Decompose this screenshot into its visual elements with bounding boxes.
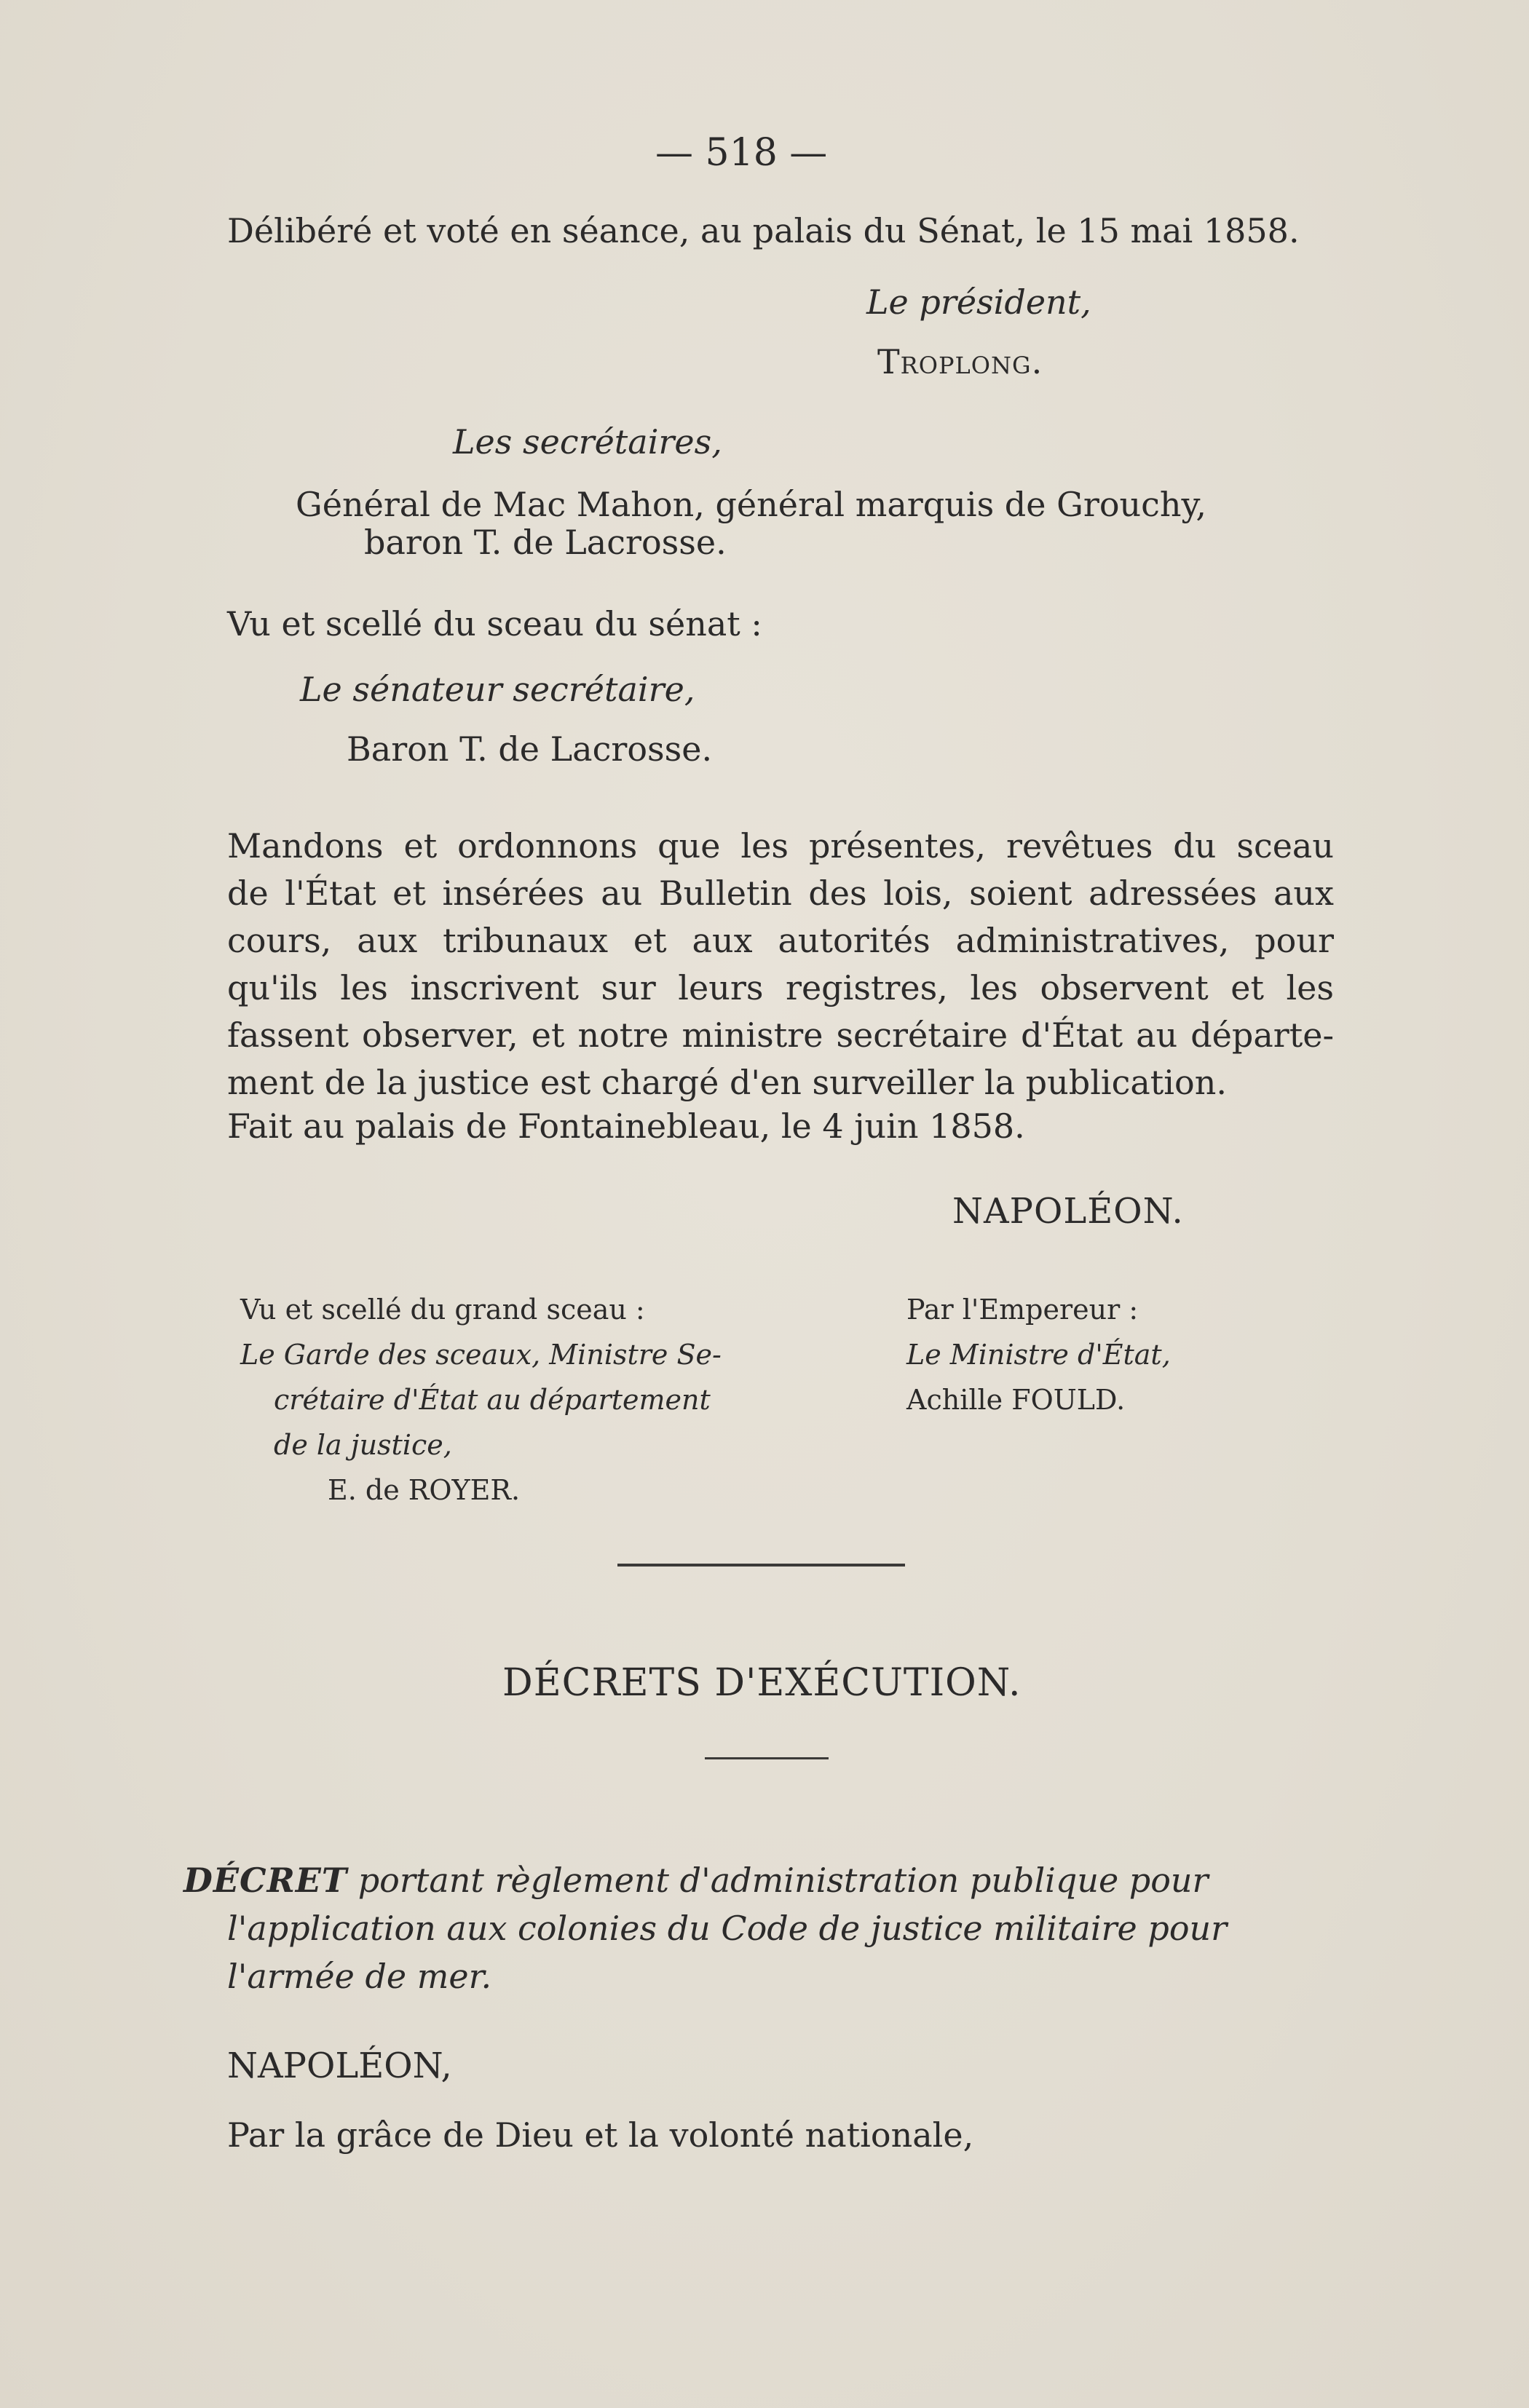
left-col-line: Vu et scellé du grand sceau : <box>240 1294 645 1326</box>
left-col-line: crétaire d'État au département <box>274 1384 711 1416</box>
left-col-signature: E. de ROYER. <box>328 1474 521 1506</box>
napoleon-heading: NAPOLÉON, <box>227 2045 452 2086</box>
secretaires-title: Les secrétaires, <box>453 422 722 462</box>
decret-label: DÉCRET <box>183 1861 348 1900</box>
left-col-line: Le Garde des sceaux, Ministre Se- <box>240 1339 722 1371</box>
right-col-line: Par l'Empereur : <box>906 1294 1139 1326</box>
paragraph-line: Mandons et ordonnons que les présentes, revêtues du sceau <box>227 826 1334 866</box>
right-col-line: Le Ministre d'État, <box>906 1339 1171 1371</box>
sceau-line: Vu et scellé du sceau du sénat : <box>227 604 762 643</box>
paragraph-line: ment de la justice est chargé d'en surveiller la publication. <box>227 1063 1227 1102</box>
senateur-title: Le sénateur secrétaire, <box>300 670 695 709</box>
napoleon-signature: NAPOLÉON. <box>952 1191 1184 1232</box>
president-name: Troplong. <box>877 342 1043 381</box>
page-number: — 518 — <box>655 131 828 175</box>
decret-line-3: l'armée de mer. <box>227 1957 492 1996</box>
senateur-name: Baron T. de Lacrosse. <box>347 729 713 769</box>
secretaires-names-line-1: Général de Mac Mahon, général marquis de Grouchy, <box>296 485 1207 524</box>
mandons-paragraph <box>227 823 1334 1106</box>
section-title: DÉCRETS D'EXÉCUTION. <box>502 1661 1022 1705</box>
paragraph-line: cours, aux tribunaux et aux autorités administratives, pour <box>227 921 1334 960</box>
paragraph-line: de l'État et insérées au Bulletin des lois, soient adressées aux <box>227 874 1334 913</box>
fait-line: Fait au palais de Fontainebleau, le 4 juin 1858. <box>227 1106 1025 1146</box>
empereur-block <box>906 1287 1171 1422</box>
separator-rule <box>617 1564 905 1567</box>
deliberation-line: Délibéré et voté en séance, au palais du Sénat, le 15 mai 1858. <box>227 211 1300 250</box>
decret-line-1: portant règlement d'administration publique pour <box>347 1861 1209 1900</box>
decret-line-2: l'application aux colonies du Code de justice militaire pour <box>227 1909 1228 1948</box>
president-title: Le président, <box>866 282 1091 322</box>
paragraph-line: fassent observer, et notre ministre secrétaire d'État au départe- <box>227 1015 1334 1055</box>
paragraph-line: qu'ils les inscrivent sur leurs registres, les observent et les <box>227 968 1334 1007</box>
right-col-signature: Achille FOULD. <box>906 1384 1126 1416</box>
par-la-grace-line: Par la grâce de Dieu et la volonté nationale, <box>227 2115 974 2155</box>
short-separator-rule <box>705 1757 829 1759</box>
secretaires-names-line-2: baron T. de Lacrosse. <box>364 523 727 562</box>
garde-des-sceaux-block <box>240 1287 722 1513</box>
decret-heading <box>183 1856 1341 2000</box>
left-col-line: de la justice, <box>274 1429 452 1461</box>
